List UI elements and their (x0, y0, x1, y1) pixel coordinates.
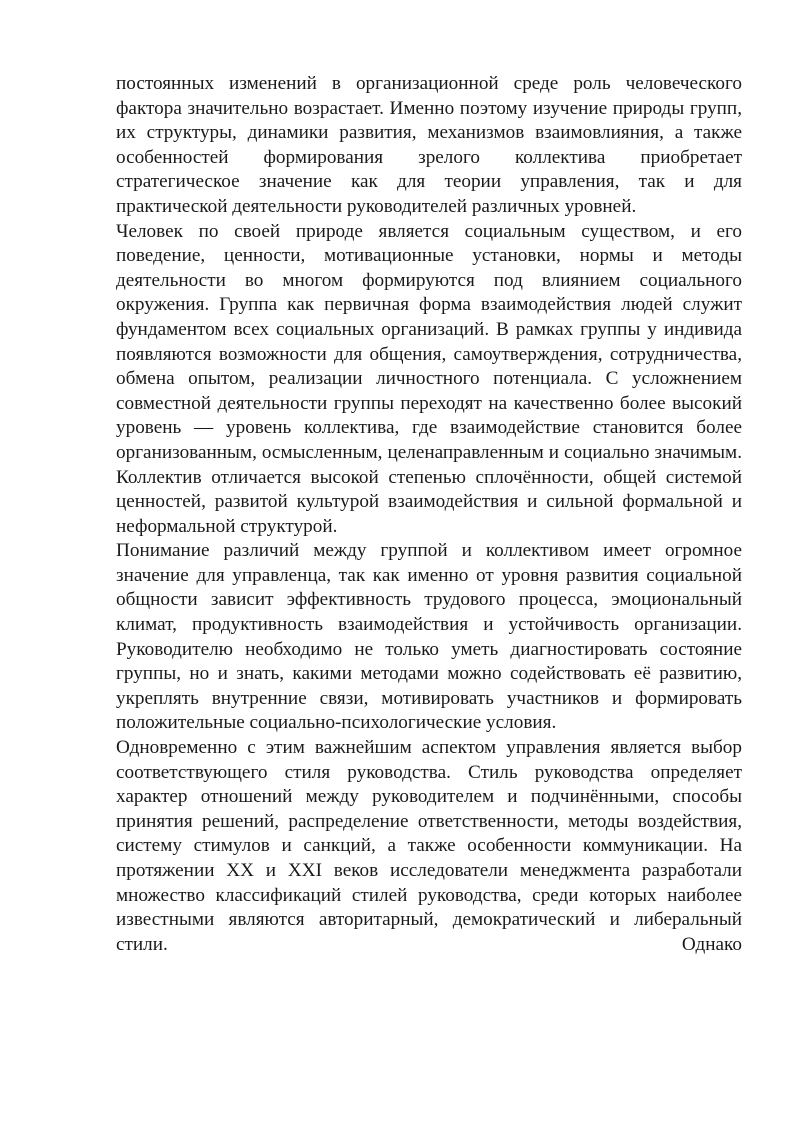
paragraph-1: постоянных изменений в организационной среде роль человеческого фактора значительно возрастает. Именно поэтому изучение природы групп, их структуры, динамики развития, механизмов взаимовлияния, а также особенностей формирования зрелого коллектива приобретает стратегическое значение как для теории управления, так и для практической деятельности руководителей различных уровней. (116, 73, 742, 217)
paragraph-2: Человек по своей природе является социальным существом, и его поведение, ценности, мотивационные установки, нормы и методы деятельности во многом формируются под влиянием социального окружения. Группа как первичная форма взаимодействия людей служит фундаментом всех социальных организаций. В рамках группы у индивида появляются возможности для общения, самоутверждения, сотрудничества, обмена опытом, реализации личностного потенциала. С усложнением совместной деятельности группы переходят на качественно более высокий уровень — уровень коллектива, где взаимодействие становится более организованным, осмысленным, целенаправленным и социально значимым. Коллектив отличается высокой степенью сплочённости, общей системой ценностей, развитой культурой взаимодействия и сильной формальной и неформальной структурой. (116, 220, 742, 537)
paragraph-3: Понимание различий между группой и коллективом имеет огромное значение для управленца, так как именно от уровня развития социальной общности зависит эффективность трудового процесса, эмоциональный климат, продуктивность взаимодействия и устойчивость организации. Руководителю необходимо не только уметь диагностировать состояние группы, но и знать, какими методами можно содействовать её развитию, укреплять внутренние связи, мотивировать участников и формировать положительные социально-психологические условия. (116, 540, 742, 734)
document-page (116, 72, 742, 957)
paragraph-4: Одновременно с этим важнейшим аспектом управления является выбор соответствующего стиля руководства. Стиль руководства определяет характер отношений между руководителем и подчинёнными, способы принятия решений, распределение ответственности, методы воздействия, систему стимулов и санкций, а также особенности коммуникации. На протяжении XX и XXI веков исследователи менеджмента разработали множество классификаций стилей руководства, среди которых наиболее известными являются авторитарный, демократический и либеральный стили. Однако (116, 737, 742, 955)
